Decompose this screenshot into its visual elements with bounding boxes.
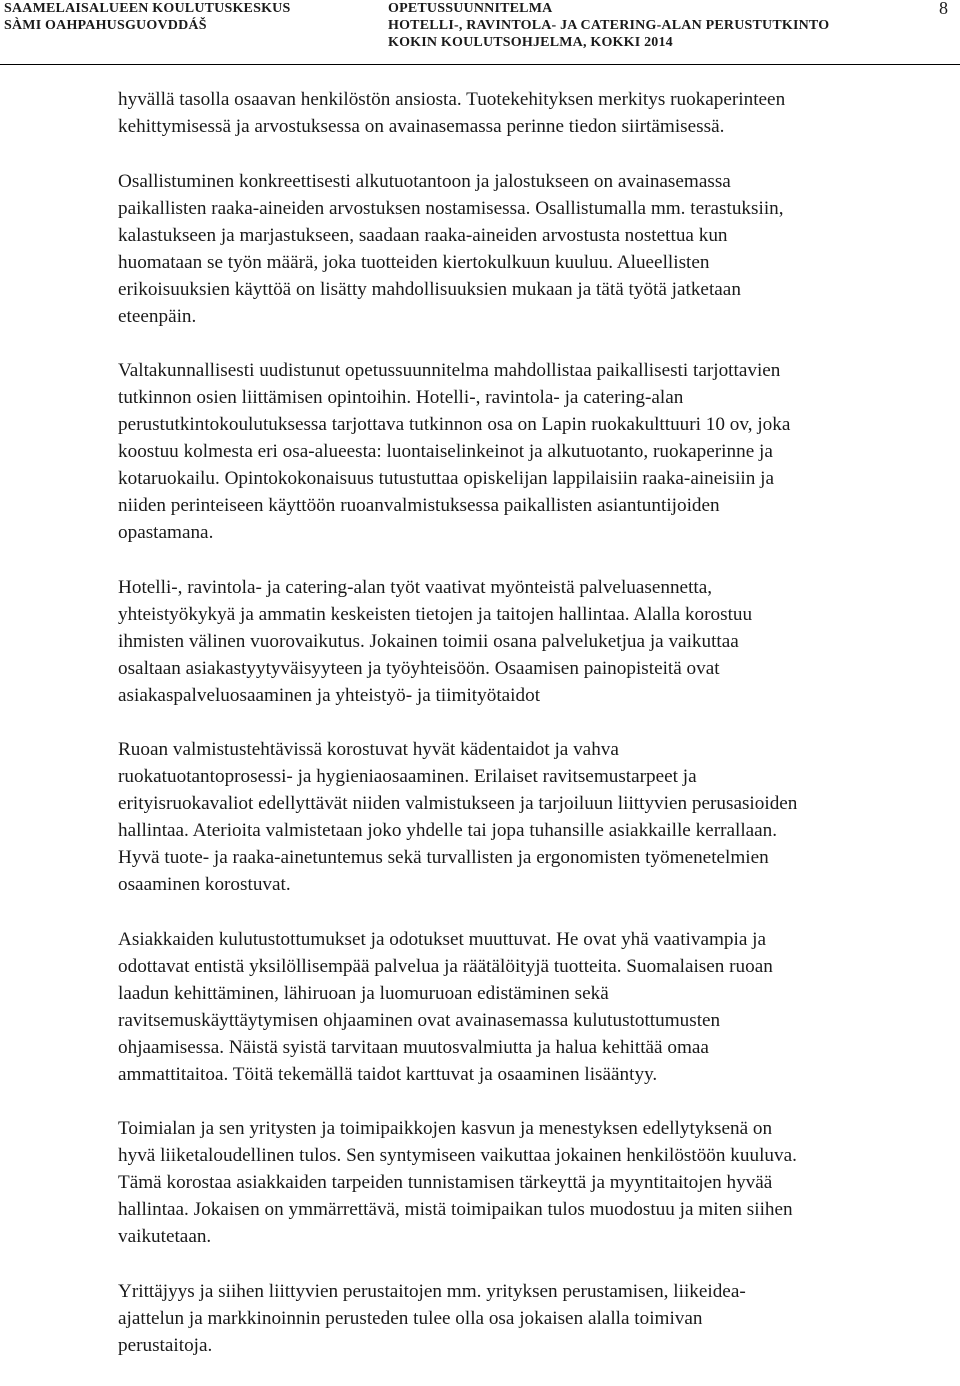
paragraph-line: Tämä korostaa asiakkaiden tarpeiden tunnistamisen tärkeyttä ja myyntitaitojen hyvää <box>118 1172 773 1193</box>
paragraph-line: ravitsemuskäyttäytymisen ohjaaminen ovat avainasemassa kulutustottumusten <box>118 1009 721 1031</box>
paragraph-line: opastamana. <box>118 522 214 543</box>
paragraph-line: laadun kehittäminen, lähiruoan ja luomuruoan edistäminen sekä <box>118 982 609 1004</box>
paragraph-line: asiakaspalveluosaaminen ja yhteistyö- ja tiimityötaidot <box>118 684 541 706</box>
paragraph-line: ajattelun ja markkinoinnin perusteden tulee olla osa jokaisen alalla toimivan <box>118 1307 703 1329</box>
paragraph-line: ammattitaitoa. Töitä tekemällä taidot karttuvat ja osaaminen lisääntyy. <box>118 1063 658 1085</box>
paragraph-line: Ruoan valmistustehtävissä korostuvat hyvät kädentaidot ja vahva <box>118 739 619 760</box>
paragraph-line: perustaitoja. <box>118 1334 213 1356</box>
paragraph-line: hyvä liiketaloudellinen tulos. Sen syntymiseen vaikuttaa jokainen henkilöstöön kuuluva. <box>118 1145 797 1166</box>
paragraph <box>118 926 956 1088</box>
paragraph <box>118 736 956 898</box>
paragraph-line: hallintaa. Aterioita valmistetaan joko yhdelle tai jopa tuhansille asiakkaille kerrallaan. <box>118 820 778 841</box>
paragraph-line: kehittymisessä ja arvostuksessa on avainasemassa perinne tiedon siirtämisessä. <box>118 116 725 137</box>
paragraph <box>118 357 956 546</box>
paragraph-line: vaikutetaan. <box>118 1226 212 1247</box>
paragraph-line: Hotelli-, ravintola- ja catering-alan työt vaativat myönteistä palveluasennetta, <box>118 576 713 598</box>
header-institution-line: SÀMI OAHPAHUSGUOVDDÁŠ <box>4 18 207 33</box>
paragraph-line: eteenpäin. <box>118 305 197 327</box>
paragraph-line: odottavat entistä yksilöllisempää palvelua ja räätälöityjä tuotteita. Suomalaisen ruoan <box>118 955 773 977</box>
paragraph-line: koostuu kolmesta eri osa-alueesta: luontaiselinkeinot ja alkutuotanto, ruokaperinne ja <box>118 441 773 462</box>
paragraph-line: Valtakunnallisesti uudistunut opetussuunnitelma mahdollistaa paikallisesti tarjottavien <box>118 360 781 381</box>
header-divider <box>0 64 960 65</box>
paragraph-line: niiden perinteiseen käyttöön ruoanvalmistuksessa paikallisten asiantuntijoiden <box>118 495 720 516</box>
paragraph-line: Osallistuminen konkreettisesti alkutuotantoon ja jalostukseen on avainasemassa <box>118 170 731 192</box>
paragraph <box>118 574 956 709</box>
paragraph-line: erikoisuuksien käyttöä on lisätty mahdollisuuksien mukaan ja tätä työtä jatketaan <box>118 278 741 300</box>
paragraph-line: hyvällä tasolla osaavan henkilöstön ansiosta. Tuotekehityksen merkitys ruokaperinteen <box>118 89 786 110</box>
paragraph-line: osaaminen korostuvat. <box>118 874 291 895</box>
paragraph-line: Asiakkaiden kulutustottumukset ja odotukset muuttuvat. He ovat yhä vaativampia ja <box>118 928 766 950</box>
paragraph-line: erityisruokavaliot edellyttävät niiden valmistukseen ja tarjoiluun liittyvien perusasioiden <box>118 793 798 814</box>
header-institution <box>4 0 290 34</box>
paragraph-line: Yrittäjyys ja siihen liittyvien perustaitojen mm. yrityksen perustamisen, liikeidea- <box>118 1280 746 1302</box>
paragraph-line: ohjaamisessa. Näistä syistä tarvitaan muutosvalmiutta ja halua kehittää omaa <box>118 1036 709 1058</box>
paragraph <box>118 1278 956 1359</box>
header-document-title <box>388 0 829 51</box>
paragraph-line: kotaruokailu. Opintokokonaisuus tutustuttaa opiskelijan lappilaisiin raaka-aineisiin ja <box>118 468 774 489</box>
paragraph <box>118 1115 956 1250</box>
paragraph-line: kalastukseen ja marjastukseen, saadaan raaka-aineiden arvostusta nostettua kun <box>118 224 728 246</box>
paragraph-line: paikallisten raaka-aineiden arvostuksen nostamisessa. Osallistumalla mm. terastuksiin, <box>118 197 784 219</box>
page-header <box>0 0 960 62</box>
paragraph <box>118 168 956 330</box>
paragraph-line: Toimialan ja sen yritysten ja toimipaikkojen kasvun ja menestyksen edellytyksenä on <box>118 1118 773 1139</box>
header-title-line: OPETUSSUUNNITELMA <box>388 1 553 16</box>
paragraph-line: ruokatuotantoprosessi- ja hygieniaosaaminen. Erilaiset ravitsemustarpeet ja <box>118 766 697 787</box>
header-institution-line: SAAMELAISALUEEN KOULUTUSKESKUS <box>4 1 291 16</box>
paragraph-line: ihmisten välinen vuorovaikutus. Jokainen toimii osana palveluketjua ja vaikuttaa <box>118 630 739 652</box>
document-body <box>118 86 956 1386</box>
paragraph-line: Hyvä tuote- ja raaka-ainetuntemus sekä turvallisten ja ergonomisten työmenetelmien <box>118 847 769 868</box>
paragraph-line: osaltaan asiakastyytyväisyyteen ja työyhteisöön. Osaamisen painopisteitä ovat <box>118 657 720 679</box>
paragraph <box>118 86 956 140</box>
paragraph-line: hallintaa. Jokaisen on ymmärrettävä, mistä toimipaikan tulos muodostuu ja miten siihen <box>118 1199 793 1220</box>
paragraph-line: huomataan se työn määrä, joka tuotteiden kiertokulkuun kuuluu. Alueellisten <box>118 251 710 273</box>
header-title-line: KOKIN KOULUTSOHJELMA, KOKKI 2014 <box>388 35 673 50</box>
paragraph-line: yhteistyökykyä ja ammatin keskeisten tietojen ja taitojen hallintaa. Alalla korostuu <box>118 603 753 625</box>
page-number: 8 <box>939 0 948 18</box>
header-title-line: HOTELLI-, RAVINTOLA- JA CATERING-ALAN PERUSTUTKINTO <box>388 18 830 33</box>
paragraph-line: tutkinnon osien liittämisen opintoihin. Hotelli-, ravintola- ja catering-alan <box>118 387 684 408</box>
paragraph-line: perustutkintokoulutuksessa tarjottava tutkinnon osa on Lapin ruokakulttuuri 10 ov, joka <box>118 414 791 435</box>
